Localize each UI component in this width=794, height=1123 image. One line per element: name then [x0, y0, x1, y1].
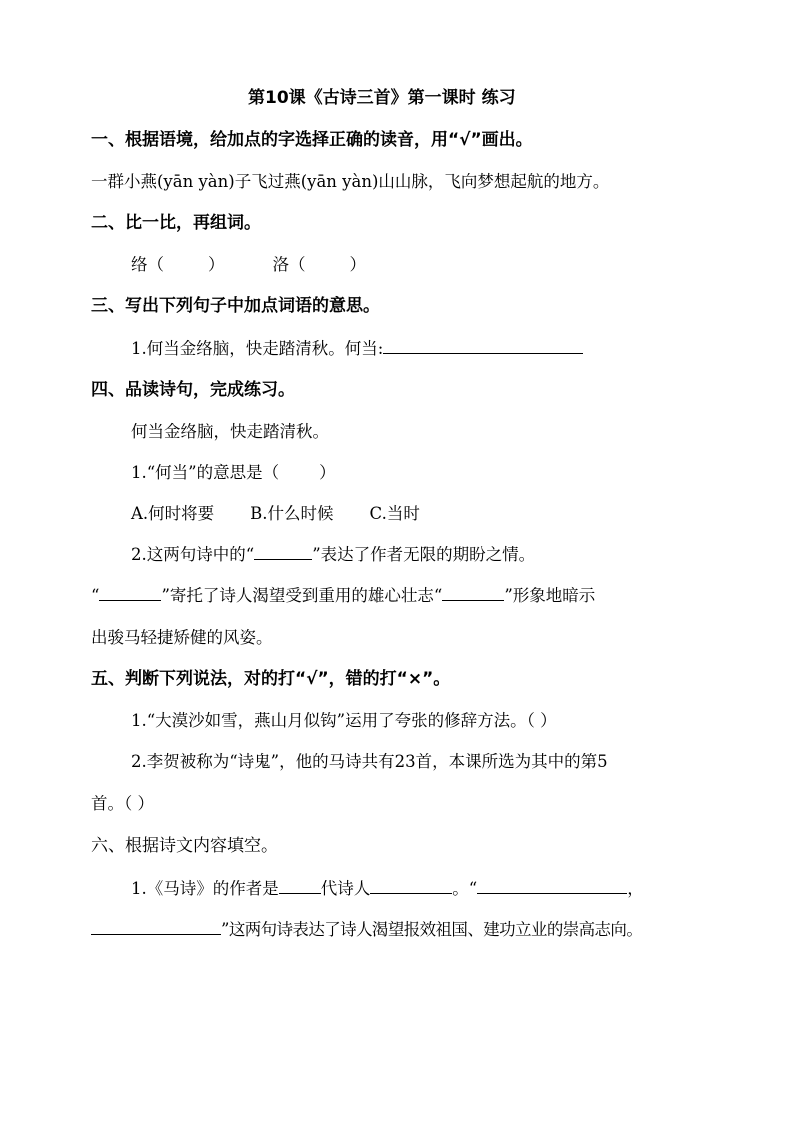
option-c[interactable]: C.当时: [369, 504, 420, 523]
section-3-question-1: [131, 337, 583, 361]
section-5-question-1: 1.“大漠沙如雪，燕山月似钩”运用了夸张的修辞方法。（ ）: [131, 711, 557, 730]
section-1-heading: 一、根据语境，给加点的字选择正确的读音，用“√”画出。: [91, 130, 533, 150]
verse-blank-2[interactable]: [91, 918, 221, 935]
verse-blank-1[interactable]: [477, 877, 627, 894]
section-1-sentence: 一群小燕(yān yàn)子飞过燕(yān yàn)山山脉，飞向梦想起航的地方。: [91, 172, 610, 191]
section-6-question-1: [131, 877, 644, 901]
option-b[interactable]: B.什么时候: [250, 504, 334, 523]
answer-blank[interactable]: [383, 337, 583, 354]
option-a[interactable]: A.何时将要: [131, 504, 215, 523]
section-4-question-2-cont: [91, 584, 595, 608]
section-4-question-1: [131, 461, 336, 485]
answer-blank[interactable]: [254, 543, 312, 560]
section-5-question-2-cont: 首。（ ）: [91, 794, 154, 813]
section-5-heading: 五、判断下列说法，对的打“√”，错的打“×”。: [91, 669, 451, 689]
page-title: 第10课《古诗三首》第一课时 练习: [248, 88, 516, 108]
section-3-heading: 三、写出下列句子中加点词语的意思。: [91, 296, 380, 316]
question-text-tail: ”这两句诗表达了诗人渴望报效祖国、建功立业的崇高志向。: [221, 920, 643, 939]
section-2-heading: 二、比一比，再组词。: [91, 213, 261, 233]
section-4-poem: 何当金络脑，快走踏清秋。: [131, 422, 329, 441]
section-4-options: [131, 502, 420, 526]
question-text: 1.“何当”的意思是（: [131, 463, 280, 482]
section-6-question-1-cont: [91, 918, 642, 942]
question-text-tail: ”形象地暗示: [504, 586, 596, 605]
section-6-heading: 六、根据诗文内容填空。: [91, 836, 278, 856]
comma: ，: [627, 879, 644, 898]
section-5-question-2: 2.李贺被称为“诗鬼”，他的马诗共有23首，本课所选为其中的第5: [131, 752, 608, 771]
word-item-1-label: 络（: [131, 255, 164, 274]
question-text: 2.这两句诗中的“: [131, 545, 255, 564]
section-4-heading: 四、品读诗句，完成练习。: [91, 380, 295, 400]
section-4-question-2-end: 出骏马轻捷矫健的风姿。: [91, 628, 273, 647]
question-text-2: 代诗人: [320, 879, 371, 898]
poet-blank[interactable]: [370, 877, 452, 894]
dynasty-blank[interactable]: [279, 877, 321, 894]
quote-open: “: [91, 586, 100, 605]
answer-blank-3[interactable]: [442, 584, 504, 601]
question-text-tail: ”表达了作者无限的期盼之情。: [312, 545, 536, 564]
section-4-question-2: [131, 543, 535, 567]
answer-blank-2[interactable]: [99, 584, 161, 601]
question-close: ）: [319, 463, 336, 482]
question-text: 1.何当金络脑，快走踏清秋。何当:: [131, 339, 384, 358]
question-text-3: 。“: [452, 879, 478, 898]
word-item-1-close: ）: [208, 255, 225, 274]
question-text-mid: ”寄托了诗人渴望受到重用的雄心壮志“: [161, 586, 443, 605]
question-text: 1.《马诗》的作者是: [131, 879, 279, 898]
section-2-items: [131, 253, 366, 277]
word-item-2-close: ）: [349, 255, 366, 274]
word-item-2-label: 洛（: [272, 255, 306, 274]
